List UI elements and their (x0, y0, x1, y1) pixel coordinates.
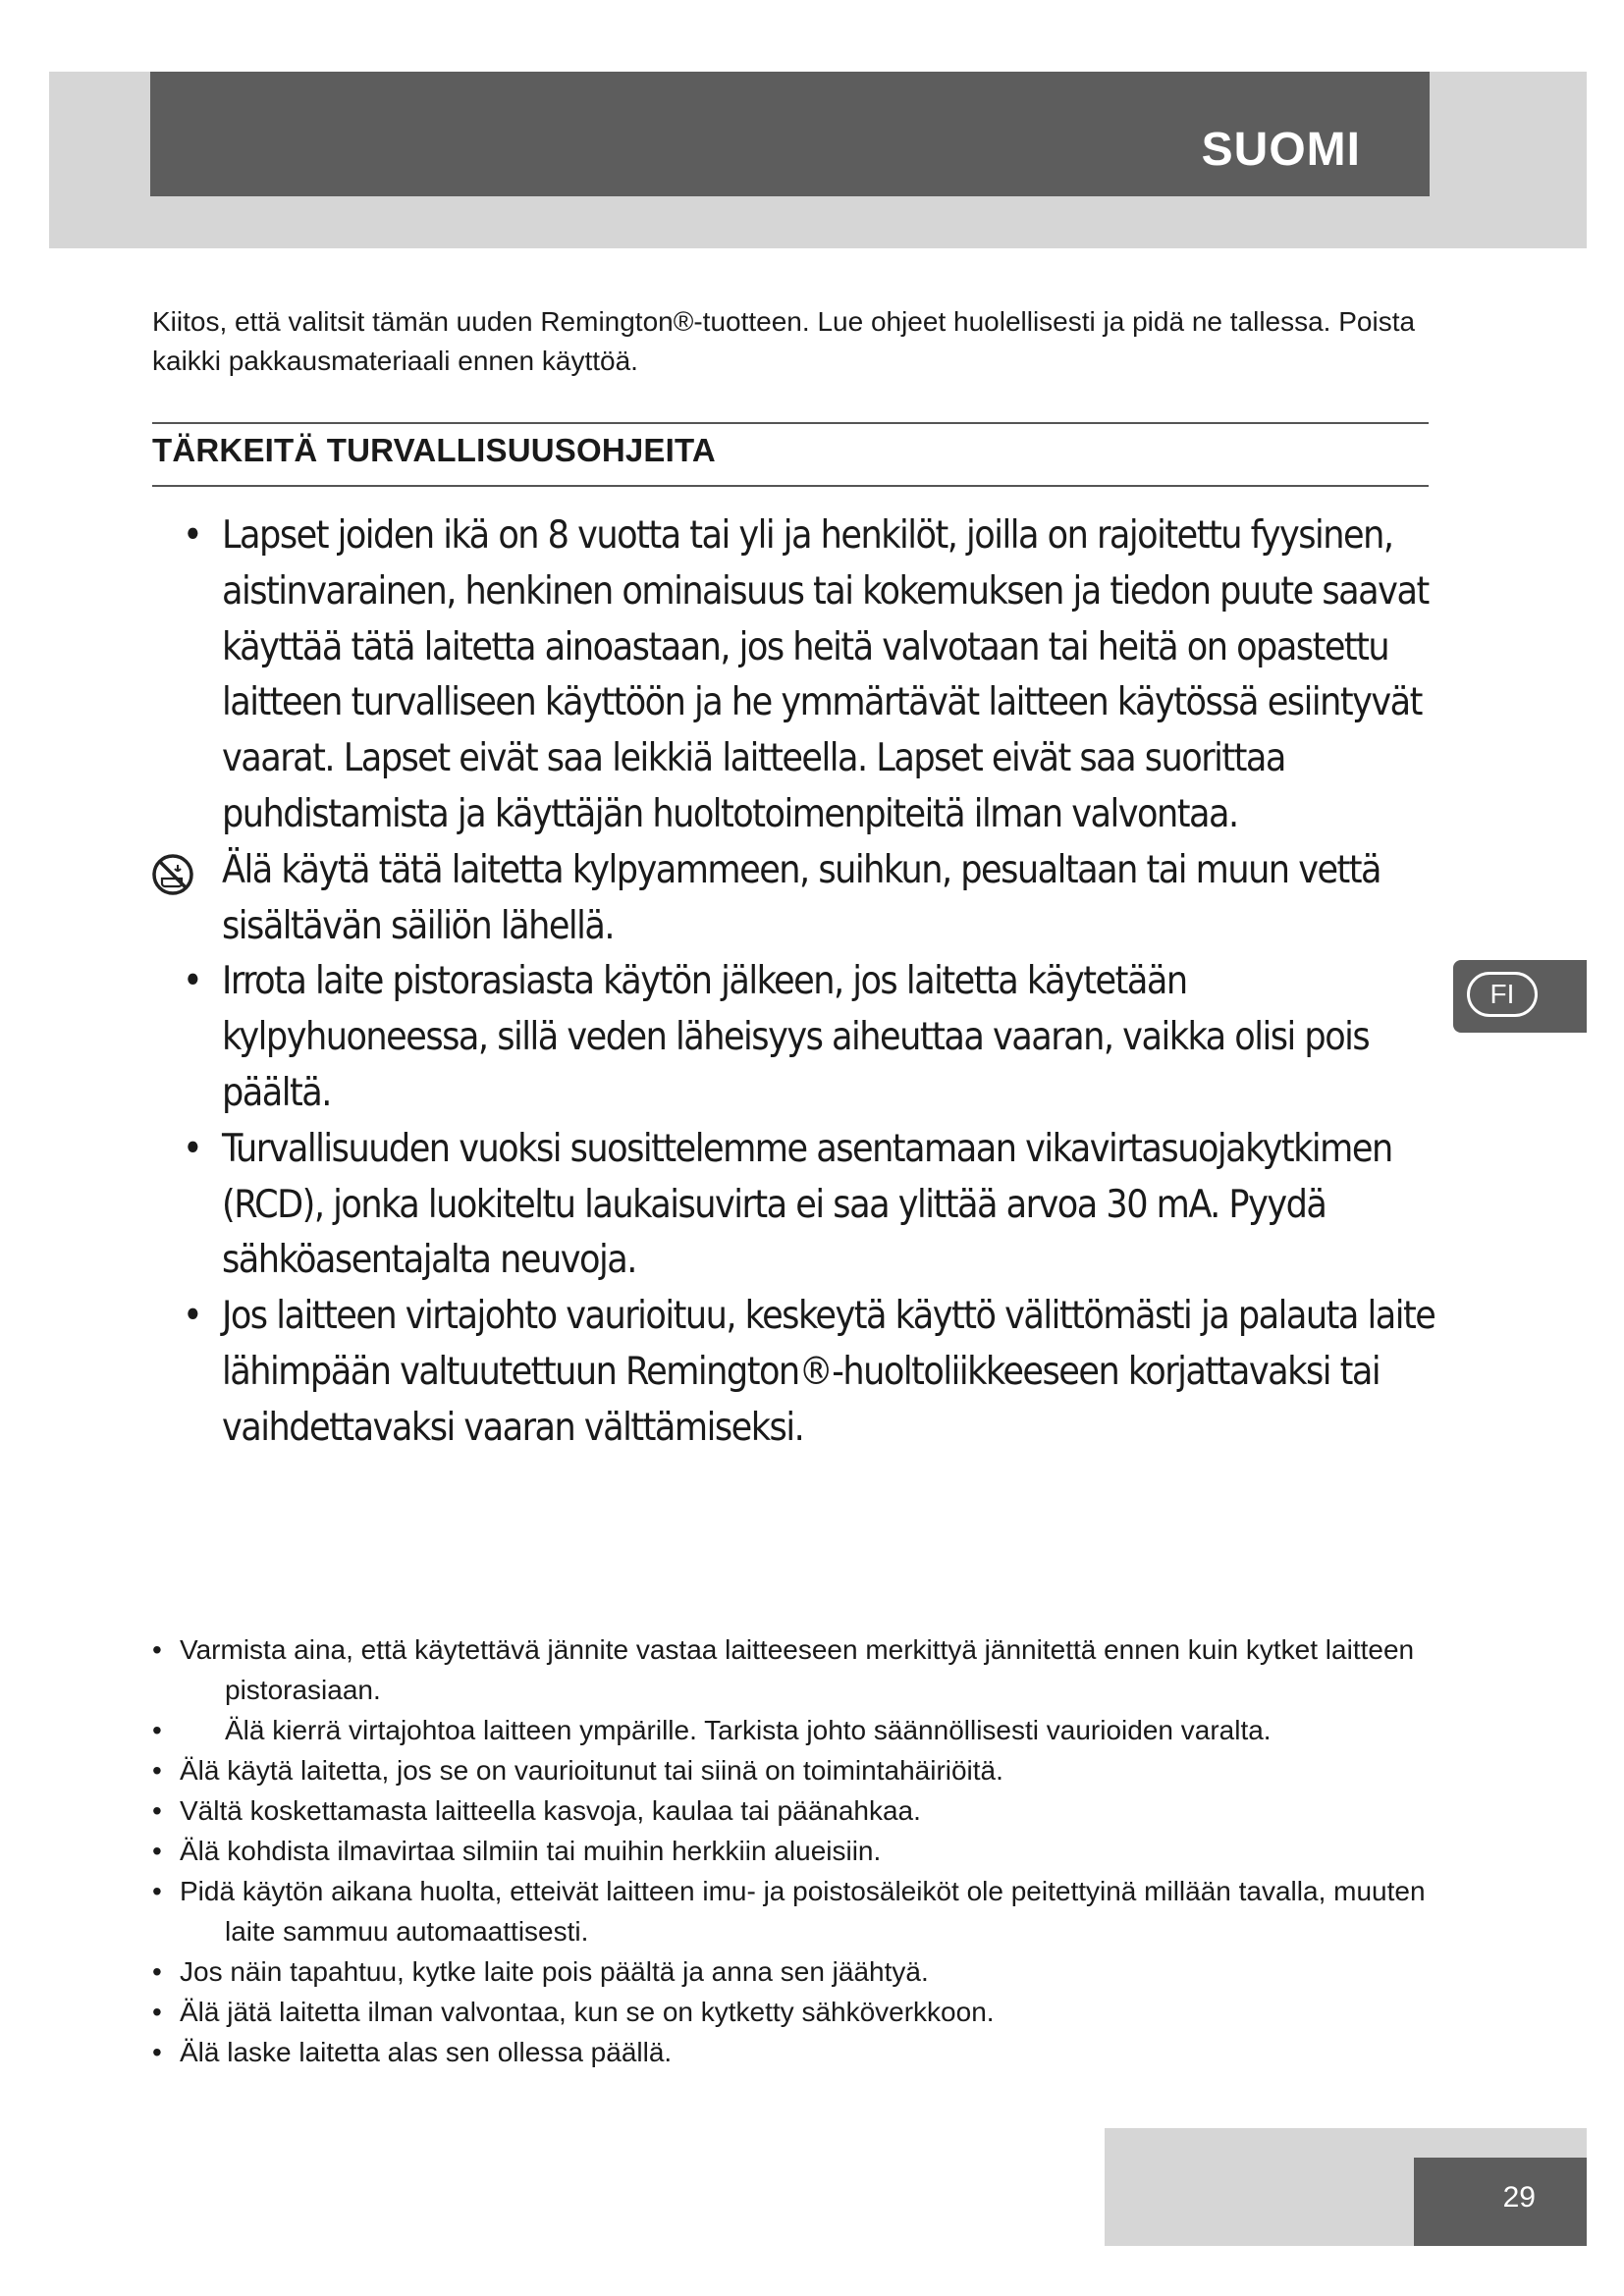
safety-list-small (152, 1629, 1448, 2072)
language-badge: FI (1467, 972, 1538, 1017)
section-title: TÄRKEITÄ TURVALLISUUSOHJEITA (152, 432, 716, 468)
bullet: • (152, 1795, 162, 1826)
list-item-text: Jos näin tapahtuu, kytke laite pois päältä ja anna sen jäähtyä. (180, 1956, 929, 1987)
section-rule-top (152, 422, 1429, 424)
list-item-text: Älä käytä laitetta, jos se on vaurioitunut tai siinä on toimintahäiriöitä. (180, 1755, 1003, 1786)
list-item (152, 1871, 1448, 1951)
bullet: • (183, 1294, 202, 1339)
section-rule-bottom (152, 485, 1429, 487)
list-item-text: Jos laitteen virtajohto vaurioituu, keskeytä käyttö välittömästi ja palauta laite lähimpään valtuutettuun Remington®-huoltoliikkeeseen korjattavaksi tai vaihdettavaksi vaaran välttämiseksi. (222, 1294, 1435, 1450)
list-item (147, 1122, 1443, 1289)
list-item (147, 1289, 1443, 1456)
bullet: • (152, 2037, 162, 2067)
list-item-text: Irrota laite pistorasiasta käytön jälkeen, jos laitetta käytetään kylpyhuoneessa, sillä veden läheisyys aiheuttaa vaaran, vaikka olisi pois päältä. (222, 959, 1370, 1115)
no-water-warning-icon (151, 853, 194, 896)
list-item-text: Lapset joiden ikä on 8 vuotta tai yli ja henkilöt, joilla on rajoitettu fyysinen, aistinvarainen, henkinen ominaisuus tai kokemuksen ja tiedon puute saavat käyttää tätä laitetta ainoastaan, jos heitä valvotaan tai heitä on opastettu laitteen turvalliseen käyttöön ja he ymmärtävät laitteen käytössä esiintyvät vaarat. Lapset eivät saa leikkiä laitteella. Lapset eivät saa suorittaa puhdistamista ja käyttäjän huoltotoimenpiteitä ilman valvontaa. (222, 513, 1429, 836)
safety-list-large (147, 508, 1443, 1457)
bullet: • (183, 1126, 202, 1171)
list-item-text: Turvallisuuden vuoksi suosittelemme asentamaan vikavirtasuojakytkimen (RCD), jonka luokiteltu laukaisuvirta ei saa ylittää arvoa 30 mA. Pyydä sähköasentajalta neuvoja. (222, 1126, 1392, 1283)
bullet: • (152, 1836, 162, 1866)
page-number: 29 (1502, 2181, 1536, 2214)
bullet: • (183, 959, 202, 1004)
list-item (152, 1831, 1448, 1871)
list-item-text: Älä jätä laitetta ilman valvontaa, kun se on kytketty sähköverkkoon. (180, 1997, 995, 2027)
list-item (152, 1992, 1448, 2032)
bullet: • (152, 1997, 162, 2027)
language-title: SUOMI (1201, 124, 1361, 176)
list-item-text: Älä laske laitetta alas sen ollessa päällä. (180, 2037, 673, 2067)
list-item-text: Varmista aina, että käytettävä jännite vastaa laitteeseen merkittyä jännitettä ennen kuin kytket laitteen pistorasiaan. (180, 1634, 1415, 1705)
list-item (152, 2032, 1448, 2072)
footer-box (1414, 2158, 1587, 2246)
list-item-text: Vältä koskettamasta laitteella kasvoja, kaulaa tai päänahkaa. (180, 1795, 921, 1826)
language-side-tab (1453, 960, 1587, 1033)
list-item-text: Älä käytä tätä laitetta kylpyammeen, suihkun, pesualtaan tai muun vettä sisältävän säiliön lähellä. (222, 847, 1381, 948)
bullet: • (152, 1755, 162, 1786)
list-item (147, 954, 1443, 1121)
list-item (147, 508, 1443, 843)
bullet: • (152, 1715, 162, 1745)
list-item (152, 1790, 1448, 1831)
list-item-text: Pidä käytön aikana huolta, etteivät laitteen imu- ja poistosäleiköt ole peitettyinä millään tavalla, muuten laite sammuu automaattisesti. (180, 1876, 1426, 1947)
bullet: • (183, 513, 202, 558)
list-item-text: Älä kohdista ilmavirtaa silmiin tai muihin herkkiin alueisiin. (180, 1836, 882, 1866)
bullet: • (152, 1634, 162, 1665)
header-bar (150, 72, 1430, 196)
list-item (152, 1710, 1448, 1750)
bullet: • (152, 1956, 162, 1987)
list-item-text: Älä kierrä virtajohtoa laitteen ympärille. Tarkista johto säännöllisesti vaurioiden varalta. (225, 1715, 1272, 1745)
list-item (152, 1951, 1448, 1992)
list-item (147, 843, 1443, 955)
list-item (152, 1629, 1448, 1710)
list-item (152, 1750, 1448, 1790)
intro-paragraph: Kiitos, että valitsit tämän uuden Remington®-tuotteen. Lue ohjeet huolellisesti ja pidä ne tallessa. Poista kaikki pakkausmateriaali ennen käyttöä. (152, 306, 1416, 376)
bullet: • (152, 1876, 162, 1906)
